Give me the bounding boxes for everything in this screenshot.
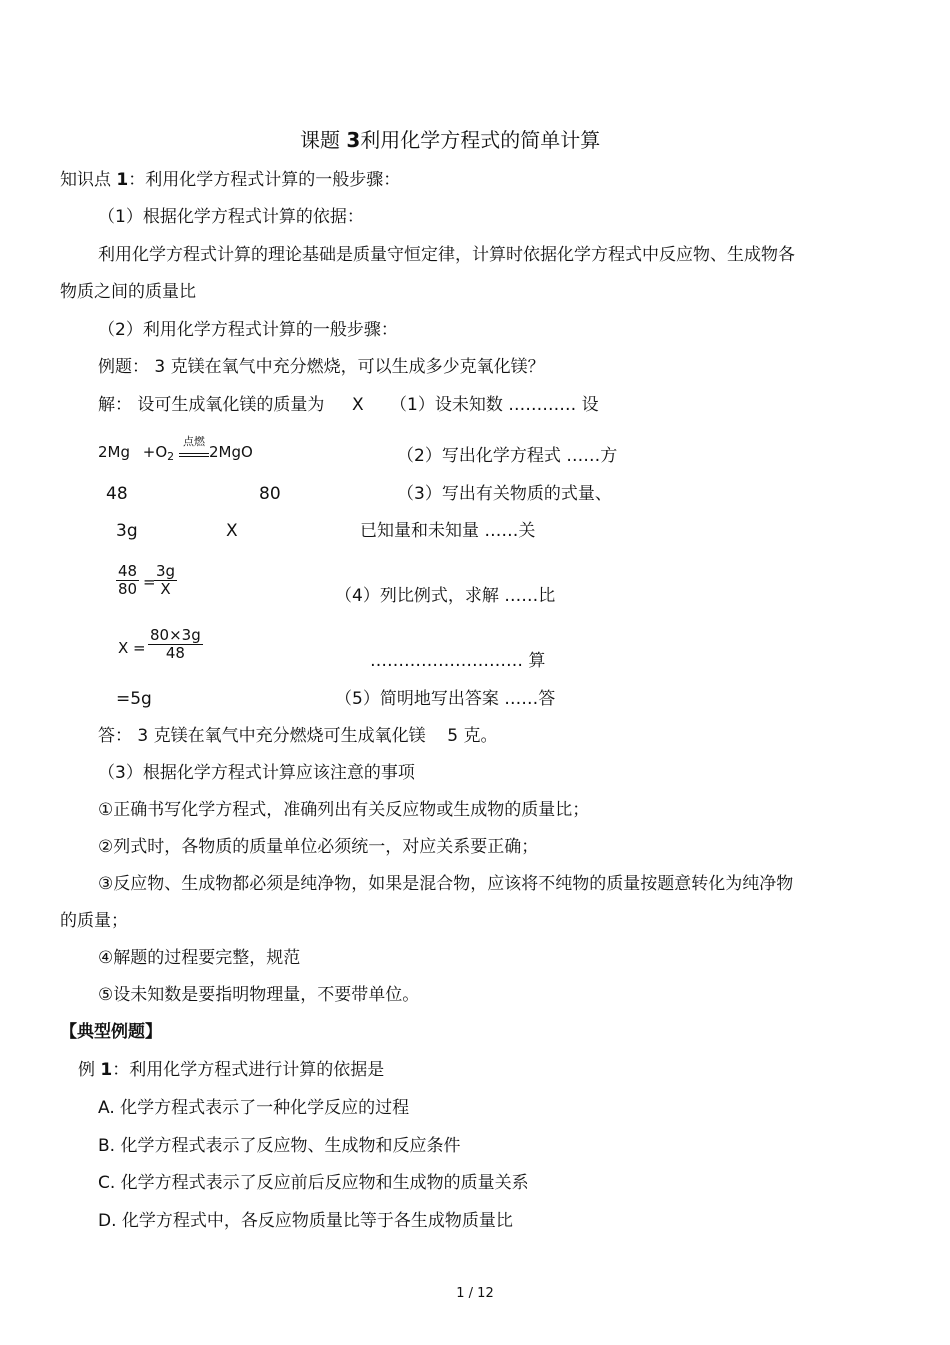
step-3-cont: 已知量和未知量 ……关	[360, 521, 536, 541]
proportion-fraction-left: $\frac{48}{80}$	[118, 562, 138, 598]
typical-examples-heading: 【典型例题】	[60, 1022, 162, 1042]
basis-heading: （1）根据化学方程式计算的依据：	[98, 207, 364, 227]
knowledge-point-1: 知识点 1：利用化学方程式计算的一般步骤：	[60, 170, 401, 190]
option-d: D. 化学方程式中，各反应物质量比等于各生成物质量比	[98, 1211, 513, 1231]
example-question: 例题： 3 克镁在氧气中充分燃烧，可以生成多少克氧化镁？	[98, 357, 545, 377]
mass-mgo: 80	[259, 484, 281, 504]
step-3: （3）写出有关物质的式量、	[397, 484, 612, 504]
proportion-equals: =	[143, 573, 156, 591]
solve-fraction: $\frac{80\times 3g}{48}$	[150, 626, 201, 662]
step-5: （5）简明地写出答案 ……答	[335, 689, 556, 709]
note-item: ①正确书写化学方程式，准确列出有关反应物或生成物的质量比；	[98, 800, 590, 820]
solution-variable: X	[352, 395, 364, 415]
example-1-question: 例 1：利用化学方程式进行计算的依据是	[78, 1060, 385, 1080]
note-item: ③反应物、生成物都必须是纯净物，如果是混合物，应该将不纯物的质量按题意转化为纯净物	[98, 874, 794, 894]
option-a: A. 化学方程式表示了一种化学反应的过程	[98, 1098, 410, 1118]
note-item: ④解题的过程要完整，规范	[98, 948, 301, 968]
option-c: C. 化学方程式表示了反应前后反应物和生成物的质量关系	[98, 1173, 529, 1193]
note-item: ⑤设未知数是要指明物理量，不要带单位。	[98, 985, 420, 1005]
chemical-equation: $2Mg +O_2$ 点燃 2MgO	[98, 435, 253, 463]
step-1: （1）设未知数 ………… 设	[390, 395, 599, 415]
result-value: =5g	[116, 689, 152, 709]
steps-heading: （2）利用化学方程式计算的一般步骤：	[98, 320, 398, 340]
answer-line: 答： 3 克镁在氧气中充分燃烧可生成氧化镁 5 克。	[98, 726, 498, 746]
step-4: （4）列比例式，求解 ……比	[335, 586, 556, 606]
note-item: ②列式时，各物质的质量单位必须统一，对应关系要正确；	[98, 837, 539, 857]
notes-heading: （3）根据化学方程式计算应该注意的事项	[98, 763, 415, 783]
solve-lhs: X =	[118, 639, 146, 657]
page-title: 课题 3利用化学方程式的简单计算	[300, 128, 601, 152]
page-number: 1 / 12	[456, 1286, 494, 1301]
reaction-condition: 点燃	[179, 444, 209, 457]
step-calc: ……………………… 算	[370, 651, 546, 671]
note-item: 的质量；	[60, 911, 128, 931]
basis-line-1: 利用化学方程式计算的理论基础是质量守恒定律，计算时依据化学方程式中反应物、生成物各	[98, 245, 795, 265]
known-mg: 3g	[116, 521, 138, 541]
solution-label: 解： 设可生成氧化镁的质量为	[98, 395, 325, 415]
option-b: B. 化学方程式表示了反应物、生成物和反应条件	[98, 1136, 461, 1156]
proportion-fraction-right: $\frac{3g}{X}$	[156, 562, 176, 598]
step-2: （2）写出化学方程式 ……方	[397, 446, 618, 466]
unknown-mgo: X	[226, 521, 238, 541]
basis-line-2: 物质之间的质量比	[60, 282, 196, 302]
mass-mg: 48	[106, 484, 128, 504]
reaction-arrow	[179, 453, 209, 457]
